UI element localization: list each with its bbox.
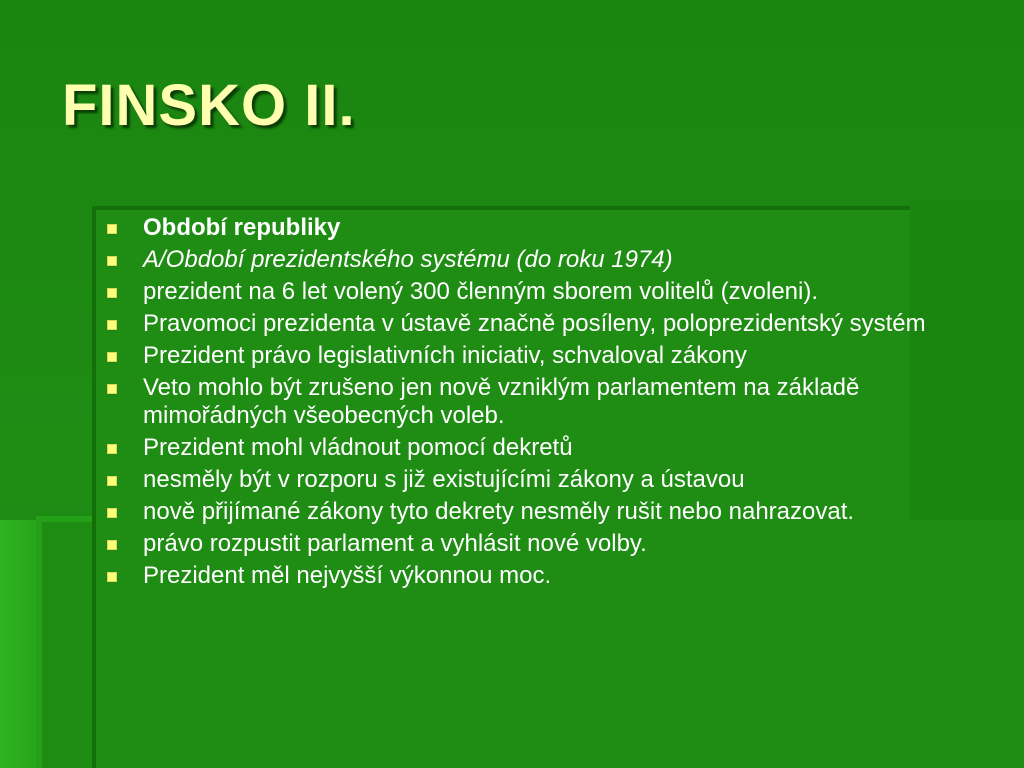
bullet-text: Prezident právo legislativních iniciativ, schvaloval zákony [143, 342, 747, 369]
square-bullet-icon [107, 224, 117, 234]
square-bullet-icon [107, 572, 117, 582]
bullet-item [100, 530, 1000, 558]
square-bullet-icon [107, 540, 117, 550]
bullet-text: právo rozpustit parlament a vyhlásit nové volby. [143, 530, 647, 557]
square-bullet-icon [107, 508, 117, 518]
square-bullet-icon [107, 256, 117, 266]
square-bullet-icon [107, 352, 117, 362]
square-bullet-icon [107, 384, 117, 394]
bullet-item [100, 278, 1000, 306]
bullet-text: A/Období prezidentského systému (do roku 1974) [143, 246, 673, 273]
bullet-text: nesměly být v rozporu s již existujícími zákony a ústavou [143, 466, 745, 493]
decorative-panel-left [0, 520, 40, 768]
square-bullet-icon [107, 476, 117, 486]
bullet-item [100, 310, 1000, 338]
bullet-text: nově přijímané zákony tyto dekrety nesměly rušit nebo nahrazovat. [143, 498, 855, 525]
bullet-text: Pravomoci prezidenta v ústavě značně posíleny, poloprezidentský systém [143, 310, 926, 337]
bullet-item [100, 498, 1000, 526]
bullet-item [100, 434, 1000, 462]
bullet-item [100, 246, 1000, 274]
slide-title: FINSKO II. [62, 73, 356, 138]
bullet-text: Veto mohlo být zrušeno jen nově vzniklým parlamentem na základě mimořádných všeobecných voleb. [143, 374, 860, 429]
bullet-text: Prezident měl nejvyšší výkonnou moc. [143, 562, 552, 589]
bullet-list [100, 214, 1000, 594]
square-bullet-icon [107, 444, 117, 454]
bullet-text: prezident na 6 let volený 300 členným sborem volitelů (zvoleni). [143, 278, 819, 305]
bullet-text: Období republiky [143, 214, 341, 241]
square-bullet-icon [107, 320, 117, 330]
bullet-item [100, 214, 1000, 242]
square-bullet-icon [107, 288, 117, 298]
bullet-item [100, 374, 1000, 430]
bullet-text: Prezident mohl vládnout pomocí dekretů [143, 434, 573, 461]
bullet-item [100, 562, 1000, 590]
bullet-item [100, 466, 1000, 494]
bullet-item [100, 342, 1000, 370]
